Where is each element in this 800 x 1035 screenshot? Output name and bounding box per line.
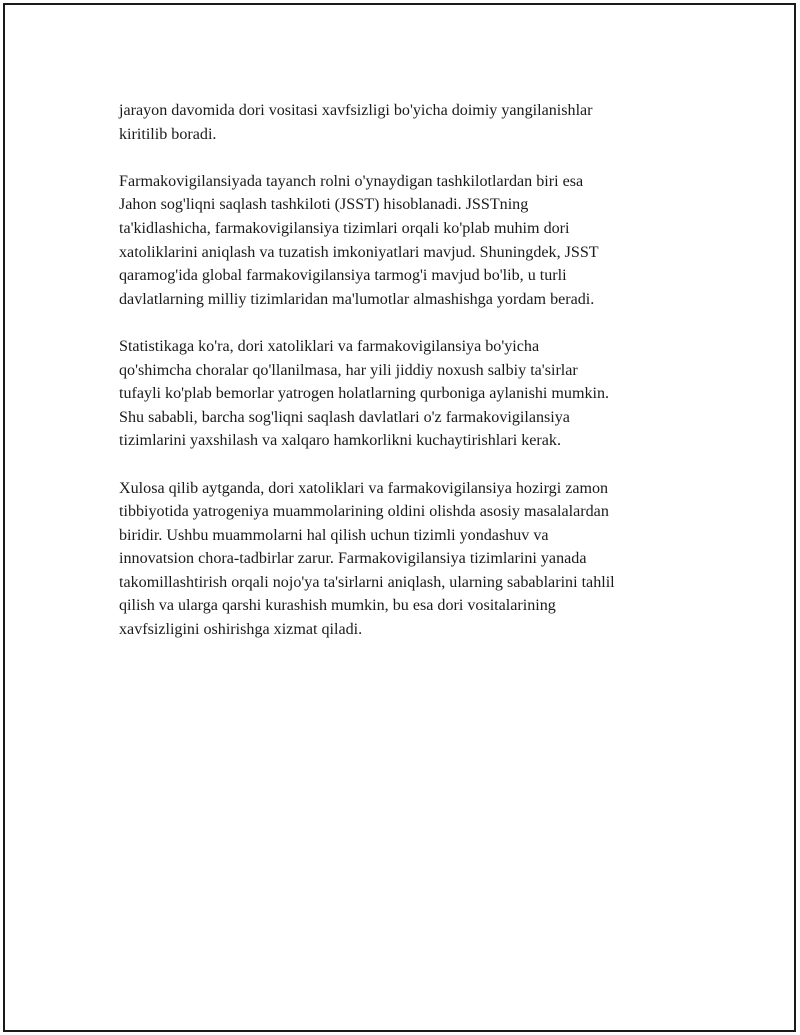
paragraph-jsst: Farmakovigilansiyada tayanch rolni o'ynaydigan tashkilotlardan biri esa Jahon sog'liqni saqlash tashkiloti (JSST) hisoblanadi. JSSTning ta'kidlashicha, farmakovigilansiya tizimlari orqali ko'plab muhim dori xatoliklarini aniqlash va tuzatish imkoniyatlari mavjud. Shuningdek, JSST qaramog'ida global farmakovigilansiya tarmog'i mavjud bo'lib, u turli davlatlarning milliy tizimlaridan ma'lumotlar almashishga yordam beradi. <box>119 172 599 308</box>
paragraph-conclusion: Xulosa qilib aytganda, dori xatoliklari va farmakovigilansiya hozirgi zamon tibbiyotida yatrogeniya muammolarining oldini olishda asosiy masalalardan biridir. Ushbu muammolarni hal qilish uchun tizimli yondashuv va innovatsion chora-tadbirlar zarur. Farmakovigilansiya tizimlarini yanada takomillashtirish orqali nojo'ya ta'sirlarni aniqlash, ularning sabablarini tahlil qilish va ularga qarshi kurashish mumkin, bu esa dori vositalarining xavfsizligini oshirishga xizmat qiladi. <box>119 479 615 639</box>
document-body <box>119 99 699 665</box>
paragraph-statistics: Statistikaga ko'ra, dori xatoliklari va farmakovigilansiya bo'yicha qo'shimcha choralar qo'llanilmasa, har yili jiddiy noxush salbiy ta'sirlar tufayli ko'plab bemorlar yatrogen holatlarning qurboniga aylanishi mumkin. Shu sababli, barcha sog'liqni saqlash davlatlari o'z farmakovigilansiya tizimlarini yaxshilash va xalqaro hamkorlikni kuchaytirishlari kerak. <box>119 337 610 450</box>
document-page <box>3 3 796 1032</box>
paragraph-continuation: jarayon davomida dori vositasi xavfsizligi bo'yicha doimiy yangilanishlar kiritilib boradi. <box>119 102 593 143</box>
